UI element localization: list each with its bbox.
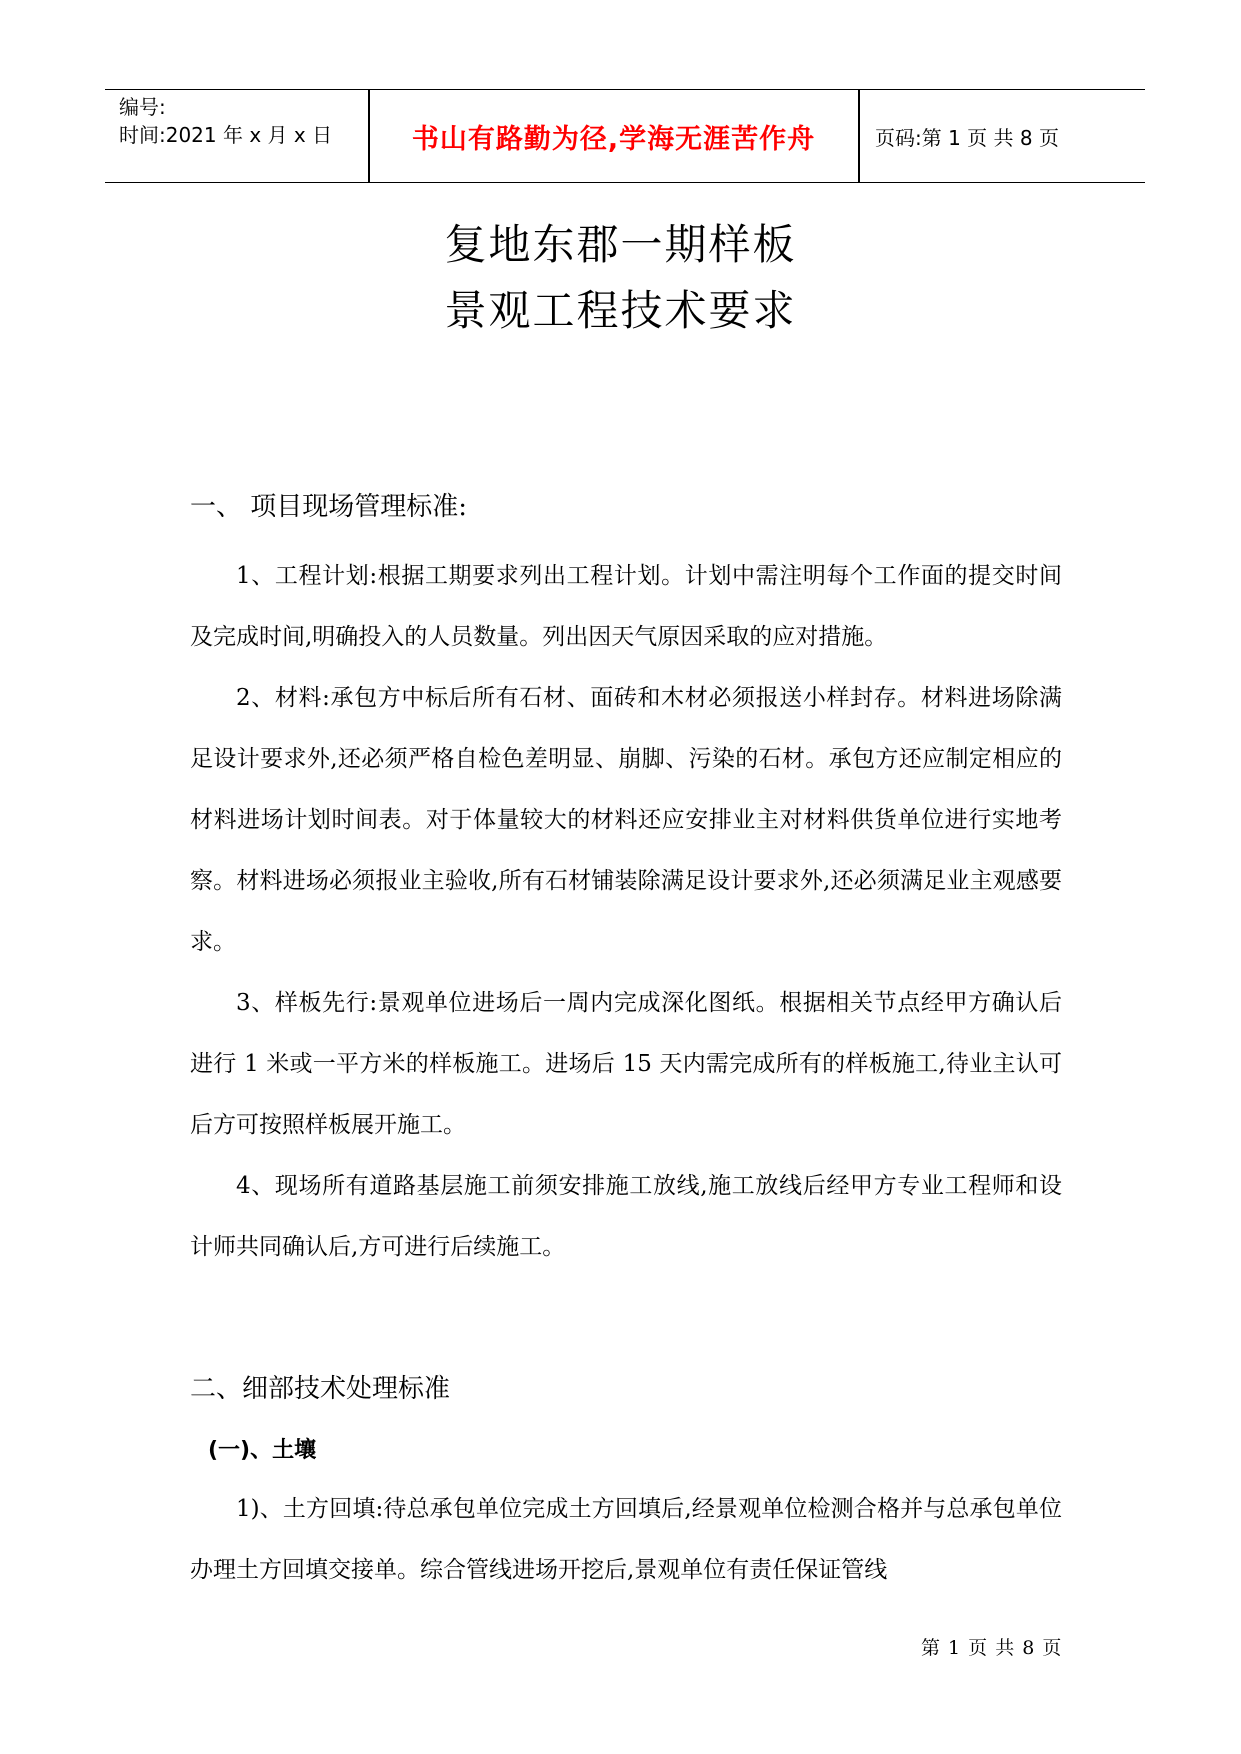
document-header — [105, 89, 1145, 183]
section-2-heading: 二、细部技术处理标准 — [190, 1374, 451, 1404]
paragraph: 1、工程计划:根据工期要求列出工程计划。计划中需注明每个工作面的提交时间及完成时间,明确投入的人员数量。列出因天气原因采取的应对措施。 — [190, 563, 1062, 650]
section-1-heading: 一、 项目现场管理标准: — [190, 492, 468, 522]
header-divider — [858, 90, 860, 182]
number-label: 编号: — [119, 95, 166, 119]
title-line-2: 景观工程技术要求 — [444, 286, 797, 335]
time-label: 时间:2021 年 x 月 x 日 — [119, 123, 333, 147]
document-title — [0, 212, 1241, 344]
header-page-label: 页码:第 1 页 共 8 页 — [875, 125, 1059, 150]
title-line-1: 复地东郡一期样板 — [444, 220, 797, 269]
paragraph: 1)、土方回填:待总承包单位完成土方回填后,经景观单位检测合格并与总承包单位办理土方回填交接单。综合管线进场开挖后,景观单位有责任保证管线 — [190, 1496, 1062, 1583]
subsection-heading: (一)、土壤 — [208, 1438, 317, 1463]
paragraph: 4、现场所有道路基层施工前须安排施工放线,施工放线后经甲方专业工程师和设计师共同确认后,方可进行后续施工。 — [190, 1173, 1062, 1260]
paragraph: 3、样板先行:景观单位进场后一周内完成深化图纸。根据相关节点经甲方确认后进行 1 米或一平方米的样板施工。进场后 15 天内需完成所有的样板施工,待业主认可后方可按照样板展开施工。 — [190, 990, 1062, 1138]
header-info — [119, 93, 332, 149]
page-footer: 第 1 页 共 8 页 — [921, 1637, 1063, 1659]
paragraph: 2、材料:承包方中标后所有石材、面砖和木材必须报送小样封存。材料进场除满足设计要求外,还必须严格自检色差明显、崩脚、污染的石材。承包方还应制定相应的材料进场计划时间表。对于体量较大的材料还应安排业主对材料供货单位进行实地考察。材料进场必须报业主验收,所有石材铺装除满足设计要求外,还必须满足业主观感要求。 — [190, 685, 1062, 955]
header-motto: 书山有路勤为径,学海无涯苦作舟 — [411, 123, 816, 155]
